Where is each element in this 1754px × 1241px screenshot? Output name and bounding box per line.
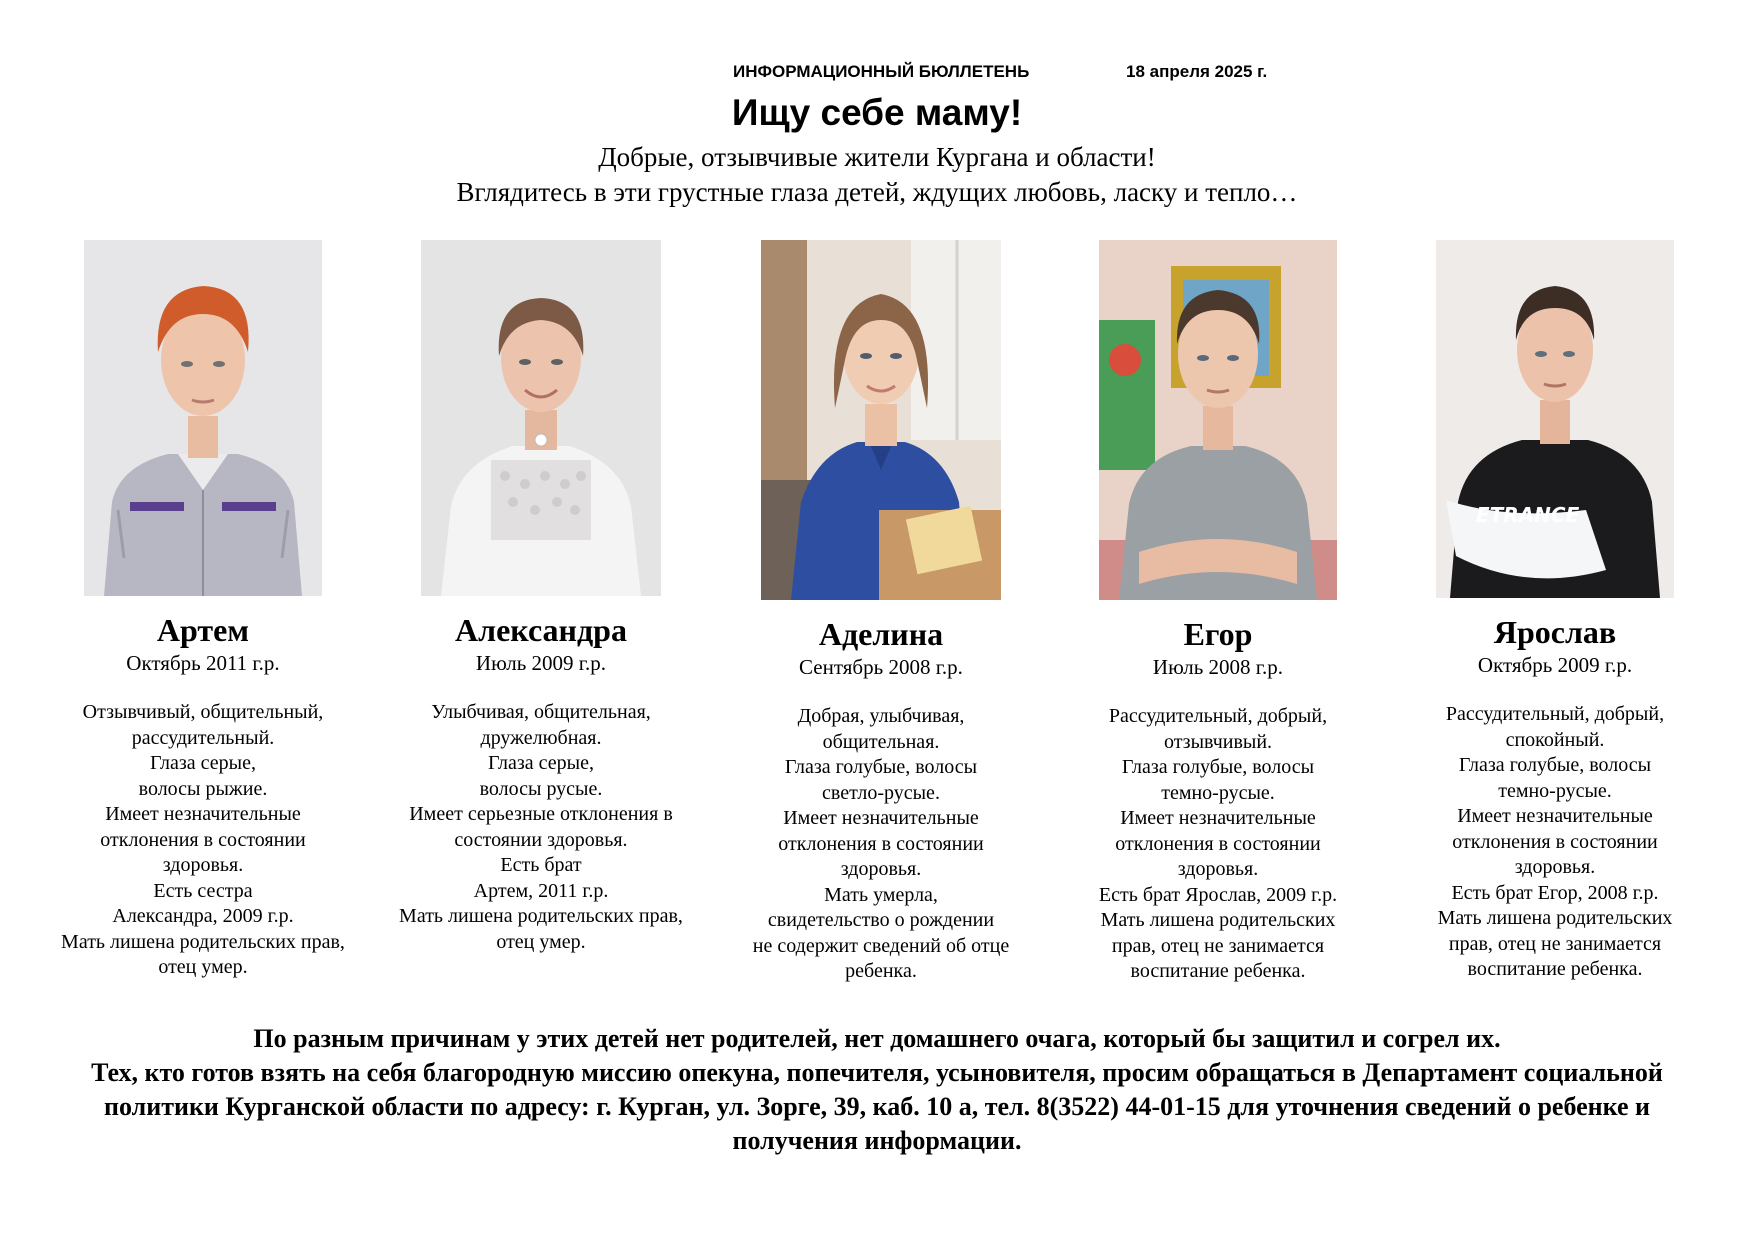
child-birth-date: Сентябрь 2008 г.р. — [799, 655, 963, 679]
child-birth-date: Октябрь 2011 г.р. — [126, 651, 280, 675]
page-subtitle — [0, 140, 1754, 210]
svg-text:ETRANCE: ETRANCE — [1476, 503, 1580, 527]
subtitle-line-2: Вглядитесь в эти грустные глаза детей, ждущих любовь, ласку и тепло… — [456, 177, 1298, 207]
child-description: Улыбчивая, общительная, дружелюбная. Глаза серые, волосы русые. Имеет серьезные отклонения в состоянии здоровья. Есть брат Артем, 2011 г.р. Мать лишена родительских прав, отец умер. — [399, 701, 683, 953]
child-name: Артем — [156, 612, 250, 648]
child-name: Александра — [455, 612, 627, 648]
footer-appeal — [50, 1022, 1704, 1158]
child-card-yaroslav — [1390, 240, 1720, 983]
child-description: Добрая, улыбчивая, общительная. Глаза голубые, волосы светло-русые. Имеет незначительные отклонения в состоянии здоровья. Мать умерла, свидетельство о рождении не содержит сведений об отце ребенка. — [752, 705, 1010, 982]
child-birth-date: Октябрь 2009 г.р. — [1477, 653, 1633, 677]
child-description: Отзывчивый, общительный, рассудительный. Глаза серые, волосы рыжие. Имеет незначительные отклонения в состоянии здоровья. Есть сестра Александра, 2009 г.р. Мать лишена родительских прав, отец умер. — [61, 701, 345, 978]
child-card-egor — [1053, 240, 1383, 985]
bulletin-header — [0, 62, 1754, 86]
footer-line-1: По разным причинам у этих детей нет родителей, нет домашнего очага, который бы защитил и согрел их. — [253, 1024, 1501, 1053]
bulletin-label: ИНФОРМАЦИОННЫЙ БЮЛЛЕТЕНЬ — [733, 62, 1030, 81]
child-card-alexandra — [376, 240, 706, 955]
child-birth-date: Июль 2008 г.р. — [1152, 655, 1284, 679]
child-name: Аделина — [818, 616, 944, 652]
child-card-artem — [38, 240, 368, 981]
child-photo-artem — [84, 240, 322, 596]
child-card-adelina — [716, 240, 1046, 985]
child-photo-egor — [1099, 240, 1337, 600]
child-photo-adelina — [761, 240, 1001, 600]
child-photo-yaroslav — [1436, 240, 1674, 598]
subtitle-line-1: Добрые, отзывчивые жители Кургана и области! — [598, 142, 1156, 172]
child-birth-date: Июль 2009 г.р. — [475, 651, 607, 675]
child-photo-alexandra — [421, 240, 661, 596]
bulletin-date: 18 апреля 2025 г. — [1126, 62, 1268, 81]
child-description: Рассудительный, добрый, спокойный. Глаза голубые, волосы темно-русые. Имеет незначительные отклонения в состоянии здоровья. Есть брат Егор, 2008 г.р. Мать лишена родительских прав, отец не занимается воспитание ребенка. — [1437, 703, 1673, 980]
child-description: Рассудительный, добрый, отзывчивый. Глаза голубые, волосы темно-русые. Имеет незначительные отклонения в состоянии здоровья. Есть брат Ярослав, 2009 г.р. Мать лишена родительских прав, отец не занимается воспитание ребенка. — [1098, 705, 1338, 982]
footer-line-2: Тех, кто готов взять на себя благородную миссию опекуна, попечителя, усыновителя, просим обращаться в Департамент социальной политики Курганской области по адресу: г. Курган, ул. Зорге, 39, каб. 10 а, тел. 8(3522) 44-01-15 для уточнения сведений о ребенке и получения информации. — [91, 1058, 1663, 1155]
child-name: Ярослав — [1493, 614, 1617, 650]
page-title: Ищу себе маму! — [731, 92, 1023, 133]
child-name: Егор — [1183, 616, 1253, 652]
